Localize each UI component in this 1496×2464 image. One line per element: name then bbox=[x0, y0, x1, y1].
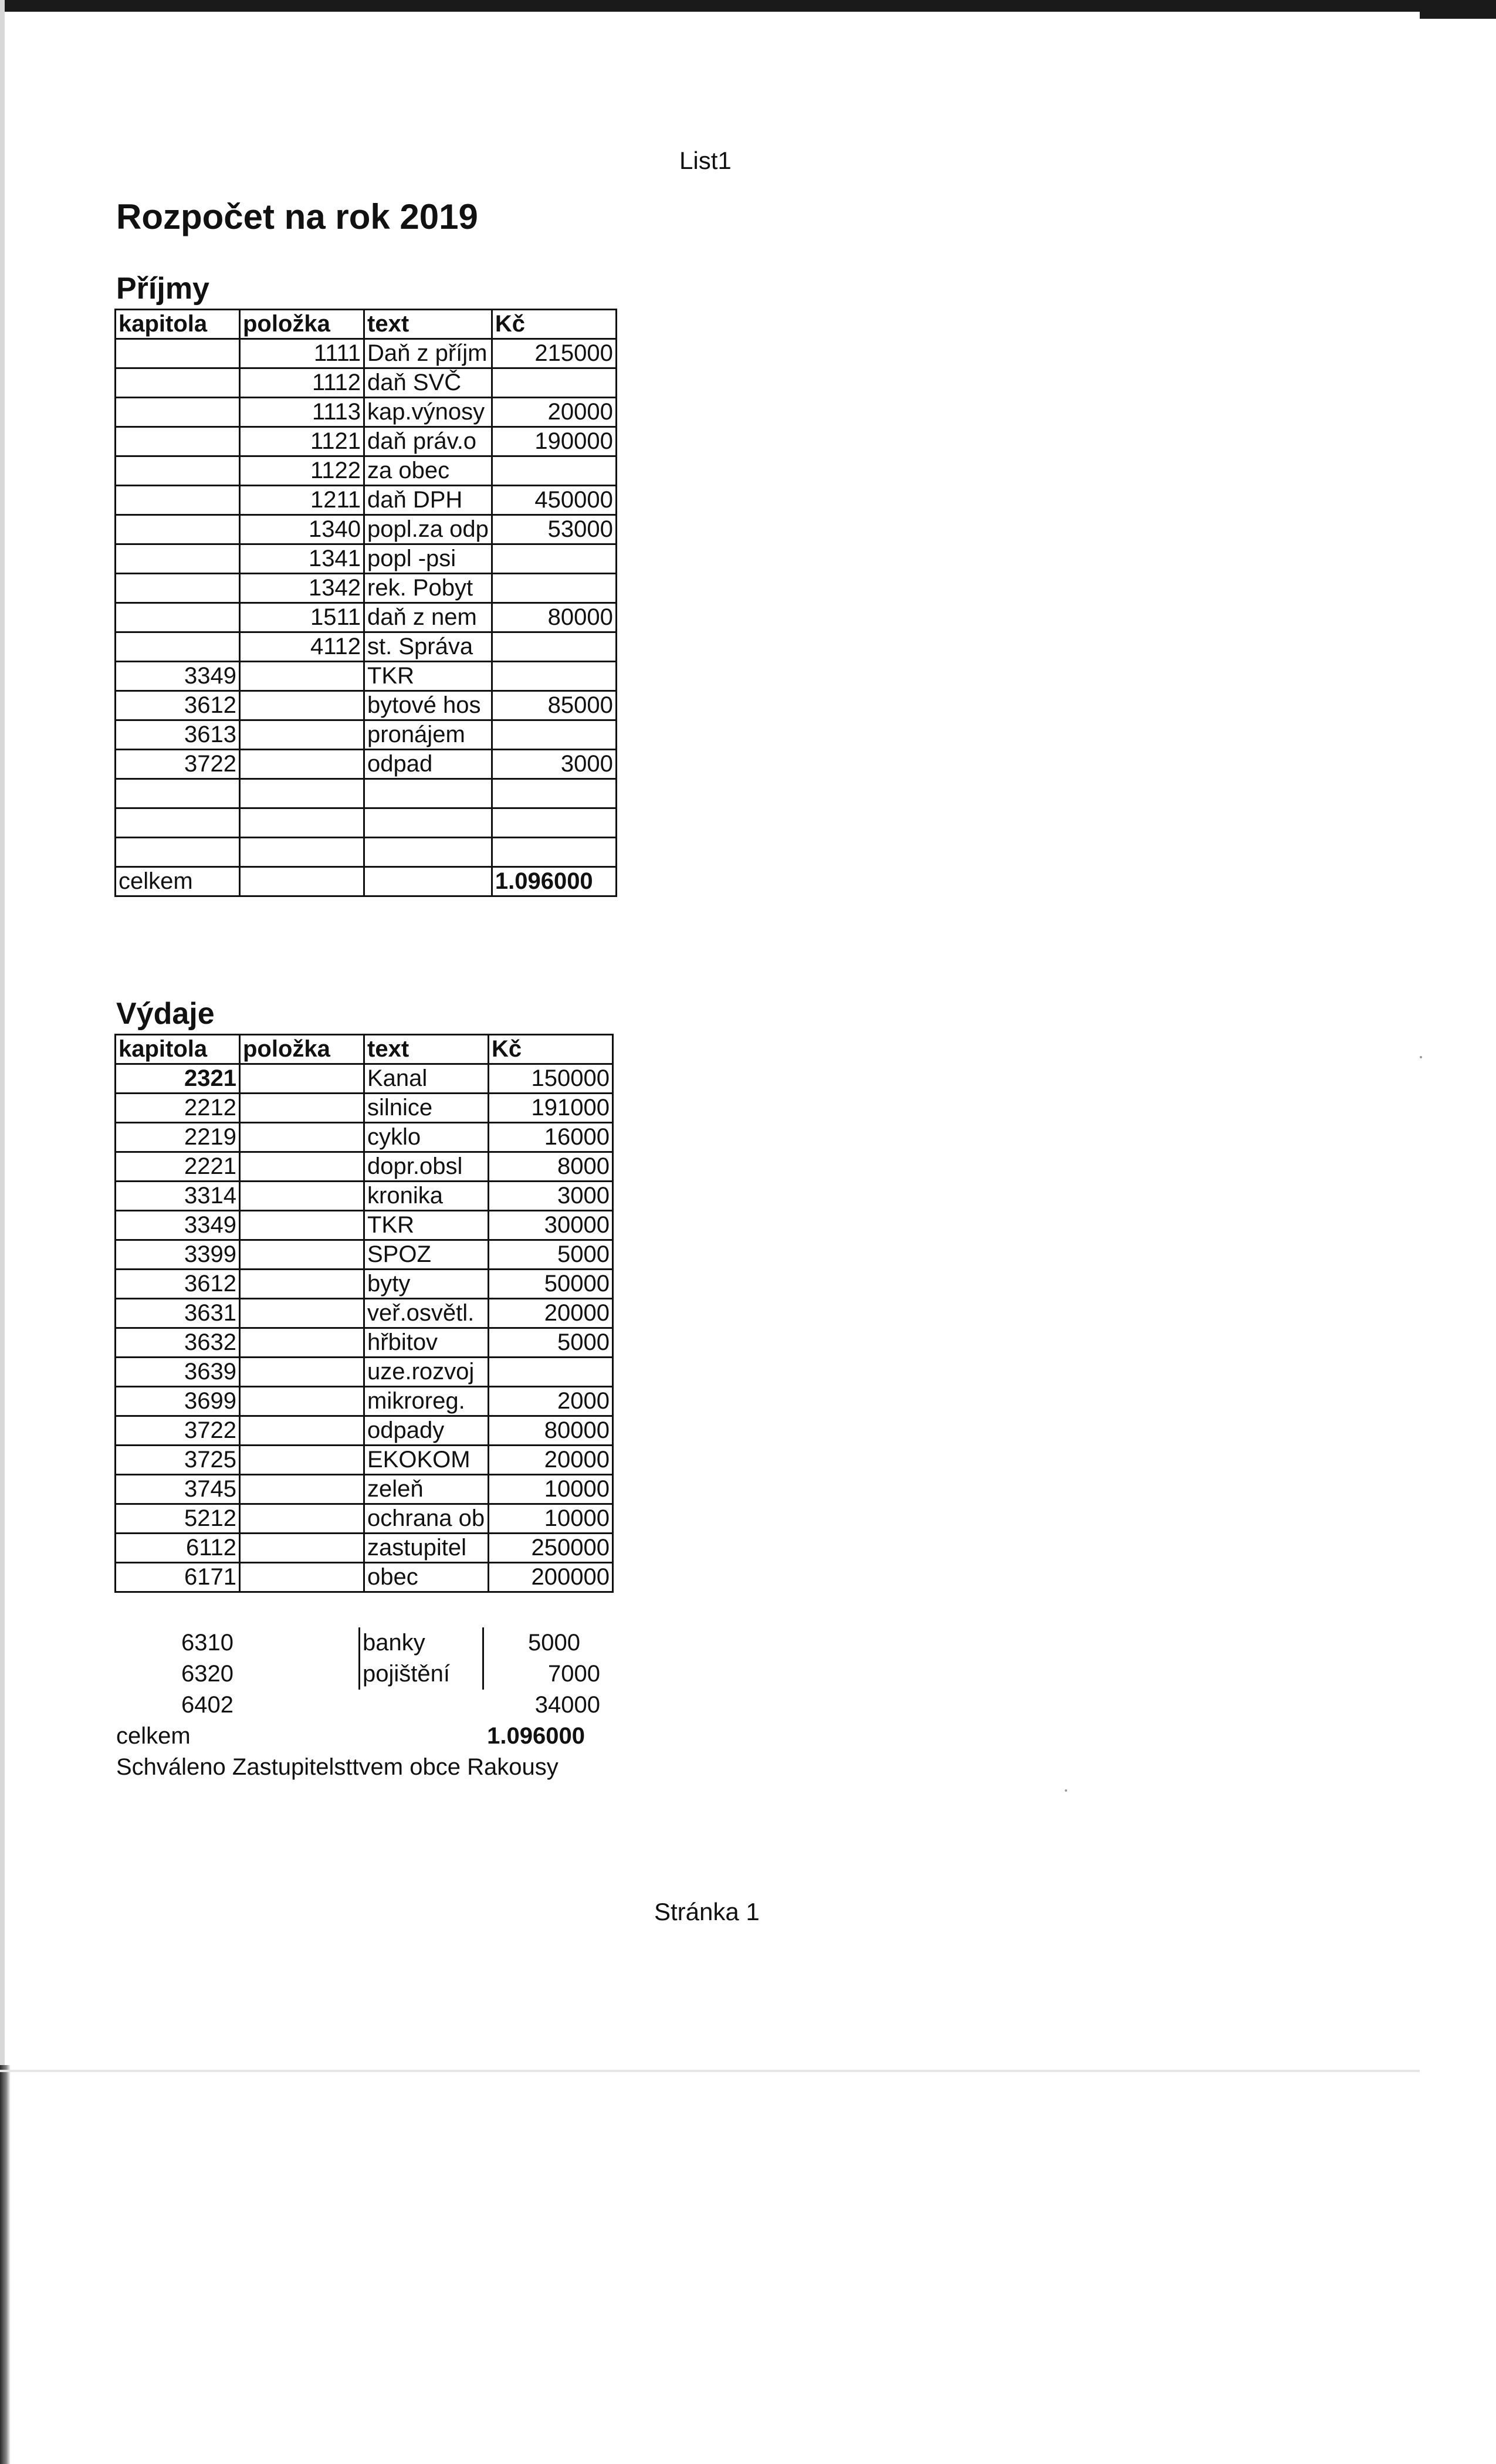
total-row bbox=[116, 867, 617, 896]
table-row bbox=[116, 1094, 613, 1123]
text-cell bbox=[364, 838, 492, 867]
amount-cell: 200000 bbox=[489, 1563, 613, 1592]
polozka-cell: 1340 bbox=[240, 515, 364, 544]
text-cell: odpad bbox=[364, 750, 492, 779]
table-row bbox=[116, 1182, 613, 1211]
amount-cell bbox=[489, 1358, 613, 1387]
amount-cell: 150000 bbox=[489, 1064, 613, 1094]
extra-amount: 7000 bbox=[548, 1661, 600, 1687]
text-cell: EKOKOM bbox=[364, 1446, 489, 1475]
kapitola-cell: 3639 bbox=[116, 1358, 240, 1387]
extra-amount: 5000 bbox=[528, 1630, 580, 1656]
amount-cell bbox=[492, 779, 616, 808]
polozka-cell bbox=[240, 1240, 364, 1270]
text-cell: veř.osvětl. bbox=[364, 1299, 489, 1328]
text-cell: obec bbox=[364, 1563, 489, 1592]
kapitola-cell bbox=[116, 339, 240, 368]
kapitola-cell: 3632 bbox=[116, 1328, 240, 1358]
cell-border bbox=[482, 1659, 484, 1690]
text-cell: byty bbox=[364, 1270, 489, 1299]
table-row bbox=[116, 838, 617, 867]
column-header: text bbox=[364, 1035, 489, 1064]
kapitola-cell bbox=[116, 808, 240, 838]
polozka-cell: 1121 bbox=[240, 427, 364, 456]
table-header-row bbox=[116, 310, 617, 339]
amount-cell bbox=[492, 456, 616, 486]
polozka-cell bbox=[240, 1182, 364, 1211]
polozka-cell bbox=[240, 1064, 364, 1094]
text-cell: kronika bbox=[364, 1182, 489, 1211]
polozka-cell bbox=[240, 1123, 364, 1152]
text-cell: Daň z příjm bbox=[364, 339, 492, 368]
kapitola-cell: 3725 bbox=[116, 1446, 240, 1475]
table-row bbox=[116, 1416, 613, 1446]
table-row bbox=[116, 1475, 613, 1504]
kapitola-cell: 3399 bbox=[116, 1240, 240, 1270]
text-cell: daň SVČ bbox=[364, 368, 492, 398]
kapitola-cell: 2212 bbox=[116, 1094, 240, 1123]
kapitola-cell: 2221 bbox=[116, 1152, 240, 1182]
polozka-cell: 1111 bbox=[240, 339, 364, 368]
polozka-cell bbox=[240, 1270, 364, 1299]
text-cell bbox=[364, 779, 492, 808]
empty-cell bbox=[240, 867, 364, 896]
text-cell: pronájem bbox=[364, 720, 492, 750]
text-cell: daň z nem bbox=[364, 603, 492, 632]
text-cell: rek. Pobyt bbox=[364, 574, 492, 603]
amount-cell: 8000 bbox=[489, 1152, 613, 1182]
table-row bbox=[116, 1240, 613, 1270]
kapitola-cell: 5212 bbox=[116, 1504, 240, 1534]
kapitola-cell: 3612 bbox=[116, 691, 240, 720]
polozka-cell bbox=[240, 1563, 364, 1592]
text-cell: bytové hos bbox=[364, 691, 492, 720]
amount-cell: 80000 bbox=[489, 1416, 613, 1446]
text-cell: hřbitov bbox=[364, 1328, 489, 1358]
text-cell bbox=[364, 808, 492, 838]
amount-cell: 2000 bbox=[489, 1387, 613, 1416]
text-cell: kap.výnosy bbox=[364, 398, 492, 427]
table-row bbox=[116, 662, 617, 691]
table-row bbox=[116, 1563, 613, 1592]
text-cell: st. Správa bbox=[364, 632, 492, 662]
polozka-cell: 4112 bbox=[240, 632, 364, 662]
table-row bbox=[116, 1387, 613, 1416]
kapitola-cell bbox=[116, 515, 240, 544]
table-row bbox=[116, 339, 617, 368]
extra-amount: 34000 bbox=[534, 1692, 600, 1718]
table-row bbox=[116, 1534, 613, 1563]
polozka-cell bbox=[240, 1152, 364, 1182]
income-section-title: Příjmy bbox=[116, 272, 209, 306]
kapitola-cell: 3349 bbox=[116, 1211, 240, 1240]
amount-cell: 190000 bbox=[492, 427, 616, 456]
text-cell: dopr.obsl bbox=[364, 1152, 489, 1182]
polozka-cell bbox=[240, 750, 364, 779]
text-cell: popl.za odp bbox=[364, 515, 492, 544]
polozka-cell bbox=[240, 1504, 364, 1534]
text-cell: mikroreg. bbox=[364, 1387, 489, 1416]
income-table bbox=[114, 309, 617, 897]
amount-cell: 10000 bbox=[489, 1504, 613, 1534]
kapitola-cell bbox=[116, 456, 240, 486]
polozka-cell: 1211 bbox=[240, 486, 364, 515]
kapitola-cell: 2219 bbox=[116, 1123, 240, 1152]
kapitola-cell bbox=[116, 368, 240, 398]
kapitola-cell bbox=[116, 427, 240, 456]
expense-total-label: celkem bbox=[116, 1723, 191, 1749]
kapitola-cell: 6171 bbox=[116, 1563, 240, 1592]
polozka-cell: 1113 bbox=[240, 398, 364, 427]
table-row bbox=[116, 1270, 613, 1299]
amount-cell bbox=[492, 662, 616, 691]
sheet-name: List1 bbox=[679, 147, 732, 174]
amount-cell: 20000 bbox=[489, 1446, 613, 1475]
amount-cell: 250000 bbox=[489, 1534, 613, 1563]
amount-cell: 30000 bbox=[489, 1211, 613, 1240]
text-cell: Kanal bbox=[364, 1064, 489, 1094]
text-cell: za obec bbox=[364, 456, 492, 486]
text-cell: TKR bbox=[364, 1211, 489, 1240]
scan-speck bbox=[1065, 1789, 1067, 1792]
polozka-cell: 1112 bbox=[240, 368, 364, 398]
text-cell: SPOZ bbox=[364, 1240, 489, 1270]
document-title: Rozpočet na rok 2019 bbox=[116, 197, 478, 236]
table-row bbox=[116, 1299, 613, 1328]
polozka-cell bbox=[240, 662, 364, 691]
amount-cell: 215000 bbox=[492, 339, 616, 368]
table-row bbox=[116, 779, 617, 808]
total-value: 1.096000 bbox=[492, 867, 616, 896]
kapitola-cell: 3699 bbox=[116, 1387, 240, 1416]
amount-cell bbox=[492, 574, 616, 603]
amount-cell bbox=[492, 720, 616, 750]
table-row bbox=[116, 1358, 613, 1387]
text-cell: daň DPH bbox=[364, 486, 492, 515]
table-row bbox=[116, 691, 617, 720]
column-header: Kč bbox=[492, 310, 616, 339]
text-cell: cyklo bbox=[364, 1123, 489, 1152]
polozka-cell bbox=[240, 1358, 364, 1387]
expense-section-title: Výdaje bbox=[116, 997, 215, 1031]
expense-table bbox=[114, 1034, 614, 1593]
polozka-cell bbox=[240, 691, 364, 720]
column-header: text bbox=[364, 310, 492, 339]
kapitola-cell: 3349 bbox=[116, 662, 240, 691]
page-footer: Stránka 1 bbox=[654, 1898, 760, 1925]
kapitola-cell: 6112 bbox=[116, 1534, 240, 1563]
table-row bbox=[116, 427, 617, 456]
scan-border-top-right bbox=[1420, 12, 1496, 19]
extra-text: banky bbox=[363, 1630, 425, 1656]
table-header-row bbox=[116, 1035, 613, 1064]
approval-note: Schváleno Zastupitelsttvem obce Rakousy bbox=[116, 1754, 559, 1780]
kapitola-cell: 3722 bbox=[116, 1416, 240, 1446]
cell-border bbox=[358, 1627, 360, 1659]
amount-cell: 80000 bbox=[492, 603, 616, 632]
amount-cell: 5000 bbox=[489, 1240, 613, 1270]
text-cell: zeleň bbox=[364, 1475, 489, 1504]
table-row bbox=[116, 368, 617, 398]
text-cell: odpady bbox=[364, 1416, 489, 1446]
polozka-cell bbox=[240, 1328, 364, 1358]
polozka-cell bbox=[240, 720, 364, 750]
table-row bbox=[116, 1152, 613, 1182]
amount-cell: 3000 bbox=[492, 750, 616, 779]
amount-cell: 3000 bbox=[489, 1182, 613, 1211]
column-header: kapitola bbox=[116, 310, 240, 339]
scan-speck bbox=[1420, 1056, 1422, 1058]
amount-cell: 10000 bbox=[489, 1475, 613, 1504]
polozka-cell bbox=[240, 779, 364, 808]
polozka-cell bbox=[240, 1211, 364, 1240]
polozka-cell: 1342 bbox=[240, 574, 364, 603]
table-row bbox=[116, 456, 617, 486]
kapitola-cell: 3613 bbox=[116, 720, 240, 750]
amount-cell: 450000 bbox=[492, 486, 616, 515]
table-row bbox=[116, 1446, 613, 1475]
kapitola-cell bbox=[116, 486, 240, 515]
cell-border bbox=[482, 1627, 484, 1659]
table-row bbox=[116, 632, 617, 662]
table-row bbox=[116, 1064, 613, 1094]
polozka-cell bbox=[240, 1475, 364, 1504]
column-header: kapitola bbox=[116, 1035, 240, 1064]
empty-cell bbox=[364, 867, 492, 896]
polozka-cell bbox=[240, 1534, 364, 1563]
amount-cell bbox=[492, 368, 616, 398]
kapitola-cell bbox=[116, 779, 240, 808]
scan-border-top bbox=[0, 0, 1496, 12]
polozka-cell bbox=[240, 1387, 364, 1416]
amount-cell: 191000 bbox=[489, 1094, 613, 1123]
kapitola-cell bbox=[116, 574, 240, 603]
table-row bbox=[116, 515, 617, 544]
text-cell: zastupitel bbox=[364, 1534, 489, 1563]
polozka-cell bbox=[240, 838, 364, 867]
polozka-cell bbox=[240, 808, 364, 838]
table-row bbox=[116, 544, 617, 574]
amount-cell: 5000 bbox=[489, 1328, 613, 1358]
expense-total-value: 1.096000 bbox=[487, 1723, 585, 1749]
table-row bbox=[116, 398, 617, 427]
text-cell: silnice bbox=[364, 1094, 489, 1123]
column-header: položka bbox=[240, 1035, 364, 1064]
cell-border bbox=[358, 1659, 360, 1690]
table-row bbox=[116, 603, 617, 632]
amount-cell: 20000 bbox=[489, 1299, 613, 1328]
table-row bbox=[116, 574, 617, 603]
extra-kapitola: 6320 bbox=[181, 1661, 233, 1687]
polozka-cell bbox=[240, 1094, 364, 1123]
extra-text: pojištění bbox=[363, 1661, 450, 1687]
table-row bbox=[116, 808, 617, 838]
text-cell: ochrana ob bbox=[364, 1504, 489, 1534]
kapitola-cell: 3631 bbox=[116, 1299, 240, 1328]
amount-cell: 53000 bbox=[492, 515, 616, 544]
table-row bbox=[116, 720, 617, 750]
kapitola-cell: 3314 bbox=[116, 1182, 240, 1211]
extra-kapitola: 6402 bbox=[181, 1692, 233, 1718]
kapitola-cell: 3612 bbox=[116, 1270, 240, 1299]
amount-cell bbox=[492, 632, 616, 662]
amount-cell: 20000 bbox=[492, 398, 616, 427]
amount-cell bbox=[492, 808, 616, 838]
amount-cell bbox=[492, 544, 616, 574]
kapitola-cell: 3745 bbox=[116, 1475, 240, 1504]
column-header: položka bbox=[240, 310, 364, 339]
kapitola-cell bbox=[116, 398, 240, 427]
polozka-cell bbox=[240, 1299, 364, 1328]
polozka-cell: 1341 bbox=[240, 544, 364, 574]
total-label: celkem bbox=[116, 867, 240, 896]
scan-shadow-left bbox=[0, 2065, 11, 2464]
table-row bbox=[116, 1123, 613, 1152]
polozka-cell: 1511 bbox=[240, 603, 364, 632]
text-cell: uze.rozvoj bbox=[364, 1358, 489, 1387]
kapitola-cell: 3722 bbox=[116, 750, 240, 779]
amount-cell bbox=[492, 838, 616, 867]
polozka-cell bbox=[240, 1446, 364, 1475]
kapitola-cell: 2321 bbox=[116, 1064, 240, 1094]
kapitola-cell bbox=[116, 632, 240, 662]
text-cell: popl -psi bbox=[364, 544, 492, 574]
polozka-cell bbox=[240, 1416, 364, 1446]
amount-cell: 85000 bbox=[492, 691, 616, 720]
kapitola-cell bbox=[116, 544, 240, 574]
polozka-cell: 1122 bbox=[240, 456, 364, 486]
page-edge bbox=[0, 2070, 1420, 2072]
table-row bbox=[116, 486, 617, 515]
table-row bbox=[116, 1211, 613, 1240]
amount-cell: 16000 bbox=[489, 1123, 613, 1152]
table-row bbox=[116, 750, 617, 779]
extra-kapitola: 6310 bbox=[181, 1630, 233, 1656]
text-cell: TKR bbox=[364, 662, 492, 691]
column-header: Kč bbox=[489, 1035, 613, 1064]
amount-cell: 50000 bbox=[489, 1270, 613, 1299]
table-row bbox=[116, 1504, 613, 1534]
text-cell: daň práv.o bbox=[364, 427, 492, 456]
kapitola-cell bbox=[116, 603, 240, 632]
table-row bbox=[116, 1328, 613, 1358]
kapitola-cell bbox=[116, 838, 240, 867]
